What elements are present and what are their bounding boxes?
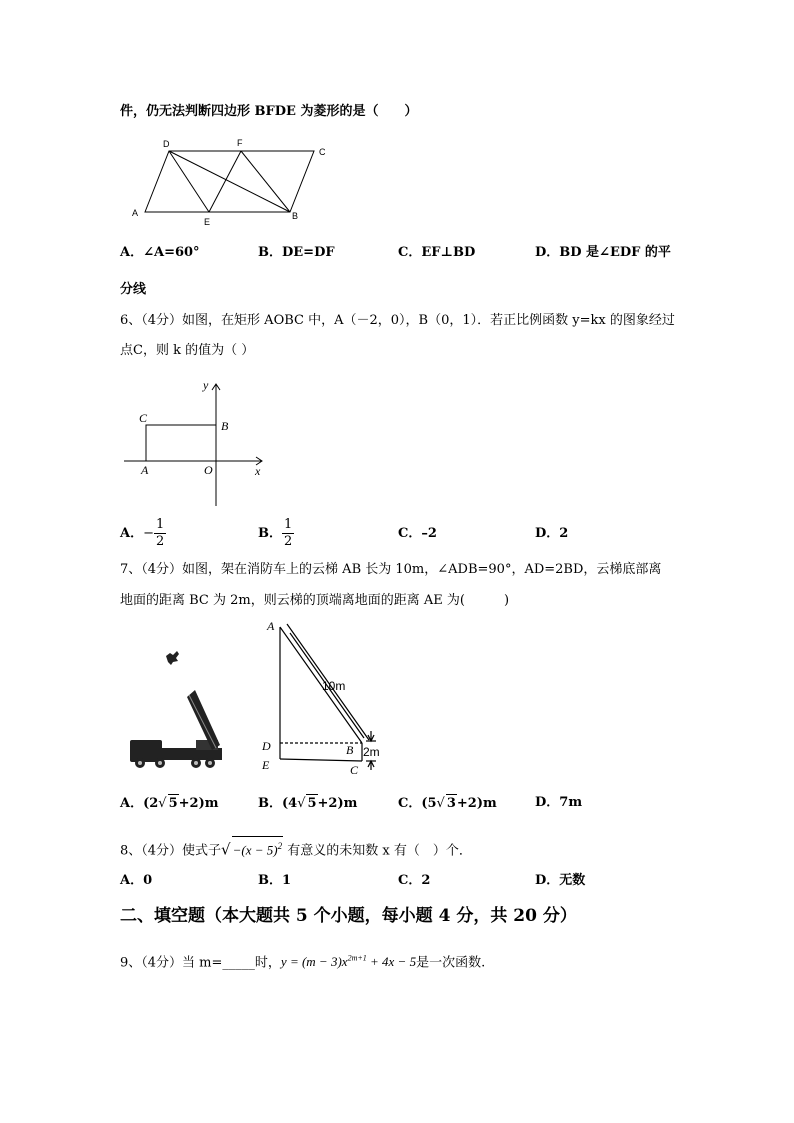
q9-blank[interactable]: _____	[222, 955, 255, 971]
q7-option-a[interactable]: A．(2√ 5+2)m	[120, 796, 219, 811]
q6-option-b[interactable]: B． $\frac{1}{2}$	[258, 517, 293, 549]
q5-option-a[interactable]: A．∠A=60°	[120, 245, 200, 260]
q7-stem-line1: 7、（4分）如图，架在消防车上的云梯 AB 长为 10m，∠ADB=90°，AD=2BD，云梯底部离	[120, 562, 662, 577]
q5-stem-cont: 件，仍无法判断四边形 BFDE 为菱形的是（ ）	[120, 104, 418, 119]
q7-option-b[interactable]: B．(4√ 5+2)m	[258, 796, 358, 811]
q5-label-d: D	[163, 139, 170, 149]
q7-label-d: D	[262, 739, 271, 753]
q6-stem-line2: 点C，则 k 的值为（ ）	[120, 343, 255, 358]
q9-stem: 9、（4分）当 m=_____时，$y = (m - 3)x^{2m+1} + 4x - 5$是一次函数.	[120, 954, 486, 971]
q7-stem-line2: 地面的距离 BC 为 2m，则云梯的顶端离地面的距离 AE 为( )	[120, 593, 510, 608]
q5-option-d-wrap: 分线	[120, 282, 147, 297]
q6-option-a[interactable]: A．− $\frac{1}{2}$	[120, 517, 165, 549]
q6-option-a-fraction: $\frac{1}{2}$	[156, 517, 165, 549]
q6-label-c: C	[139, 411, 148, 425]
q9-formula: $y = (m - 3)x^{2m+1} + 4x - 5$	[280, 954, 417, 970]
q7-label-c: C	[350, 763, 359, 777]
q8-option-d[interactable]: D．无数	[535, 873, 586, 888]
q8-option-b[interactable]: B．1	[258, 873, 292, 888]
q5-label-e: E	[204, 217, 211, 227]
q6-label-a: A	[141, 463, 149, 477]
q6-stem-line1: 6、（4分）如图，在矩形 AOBC 中，A（－2，0），B（0，1）．若正比例函数 y=kx 的图象经过	[120, 313, 675, 328]
q8-option-a[interactable]: A．0	[120, 873, 153, 888]
q6-label-y: y	[203, 378, 209, 392]
q5-label-c: C	[319, 147, 326, 157]
q8-option-c[interactable]: C．2	[398, 873, 431, 888]
q8-stem: 8、（4分）使式子√ $-(x - 5)^2$ 有意义的未知数 x 有（ ）个．	[120, 836, 472, 860]
section-2-title: 二、填空题（本大题共 5 个小题，每小题 4 分，共 20 分）	[120, 906, 577, 926]
q7-label-length: 10m	[322, 679, 346, 693]
q5-option-d[interactable]: D．BD 是∠EDF 的平	[535, 245, 671, 260]
q6-option-d[interactable]: D．2	[535, 526, 569, 541]
q7-label-height: 2m	[363, 745, 380, 759]
q5-option-b[interactable]: B．DE=DF	[258, 245, 335, 260]
q6-label-b: B	[221, 419, 229, 433]
q5-option-c[interactable]: C．EF⊥BD	[398, 245, 476, 260]
q6-label-o: O	[204, 463, 213, 477]
q7-label-e: E	[262, 758, 270, 772]
q8-radicand: $-(x - 5)^2$	[232, 836, 283, 859]
q5-label-a: A	[132, 208, 139, 218]
q5-label-b: B	[292, 211, 299, 221]
q6-option-c[interactable]: C．–2	[398, 526, 437, 541]
q7-option-c[interactable]: C．(5√ 3+2)m	[398, 796, 497, 811]
q6-option-b-fraction: $\frac{1}{2}$	[284, 517, 293, 549]
q7-label-b: B	[346, 743, 354, 757]
q6-label-x: x	[255, 464, 261, 478]
q7-option-d[interactable]: D．7m	[535, 795, 583, 810]
q7-label-a: A	[267, 619, 275, 633]
q5-label-f: F	[237, 138, 243, 148]
